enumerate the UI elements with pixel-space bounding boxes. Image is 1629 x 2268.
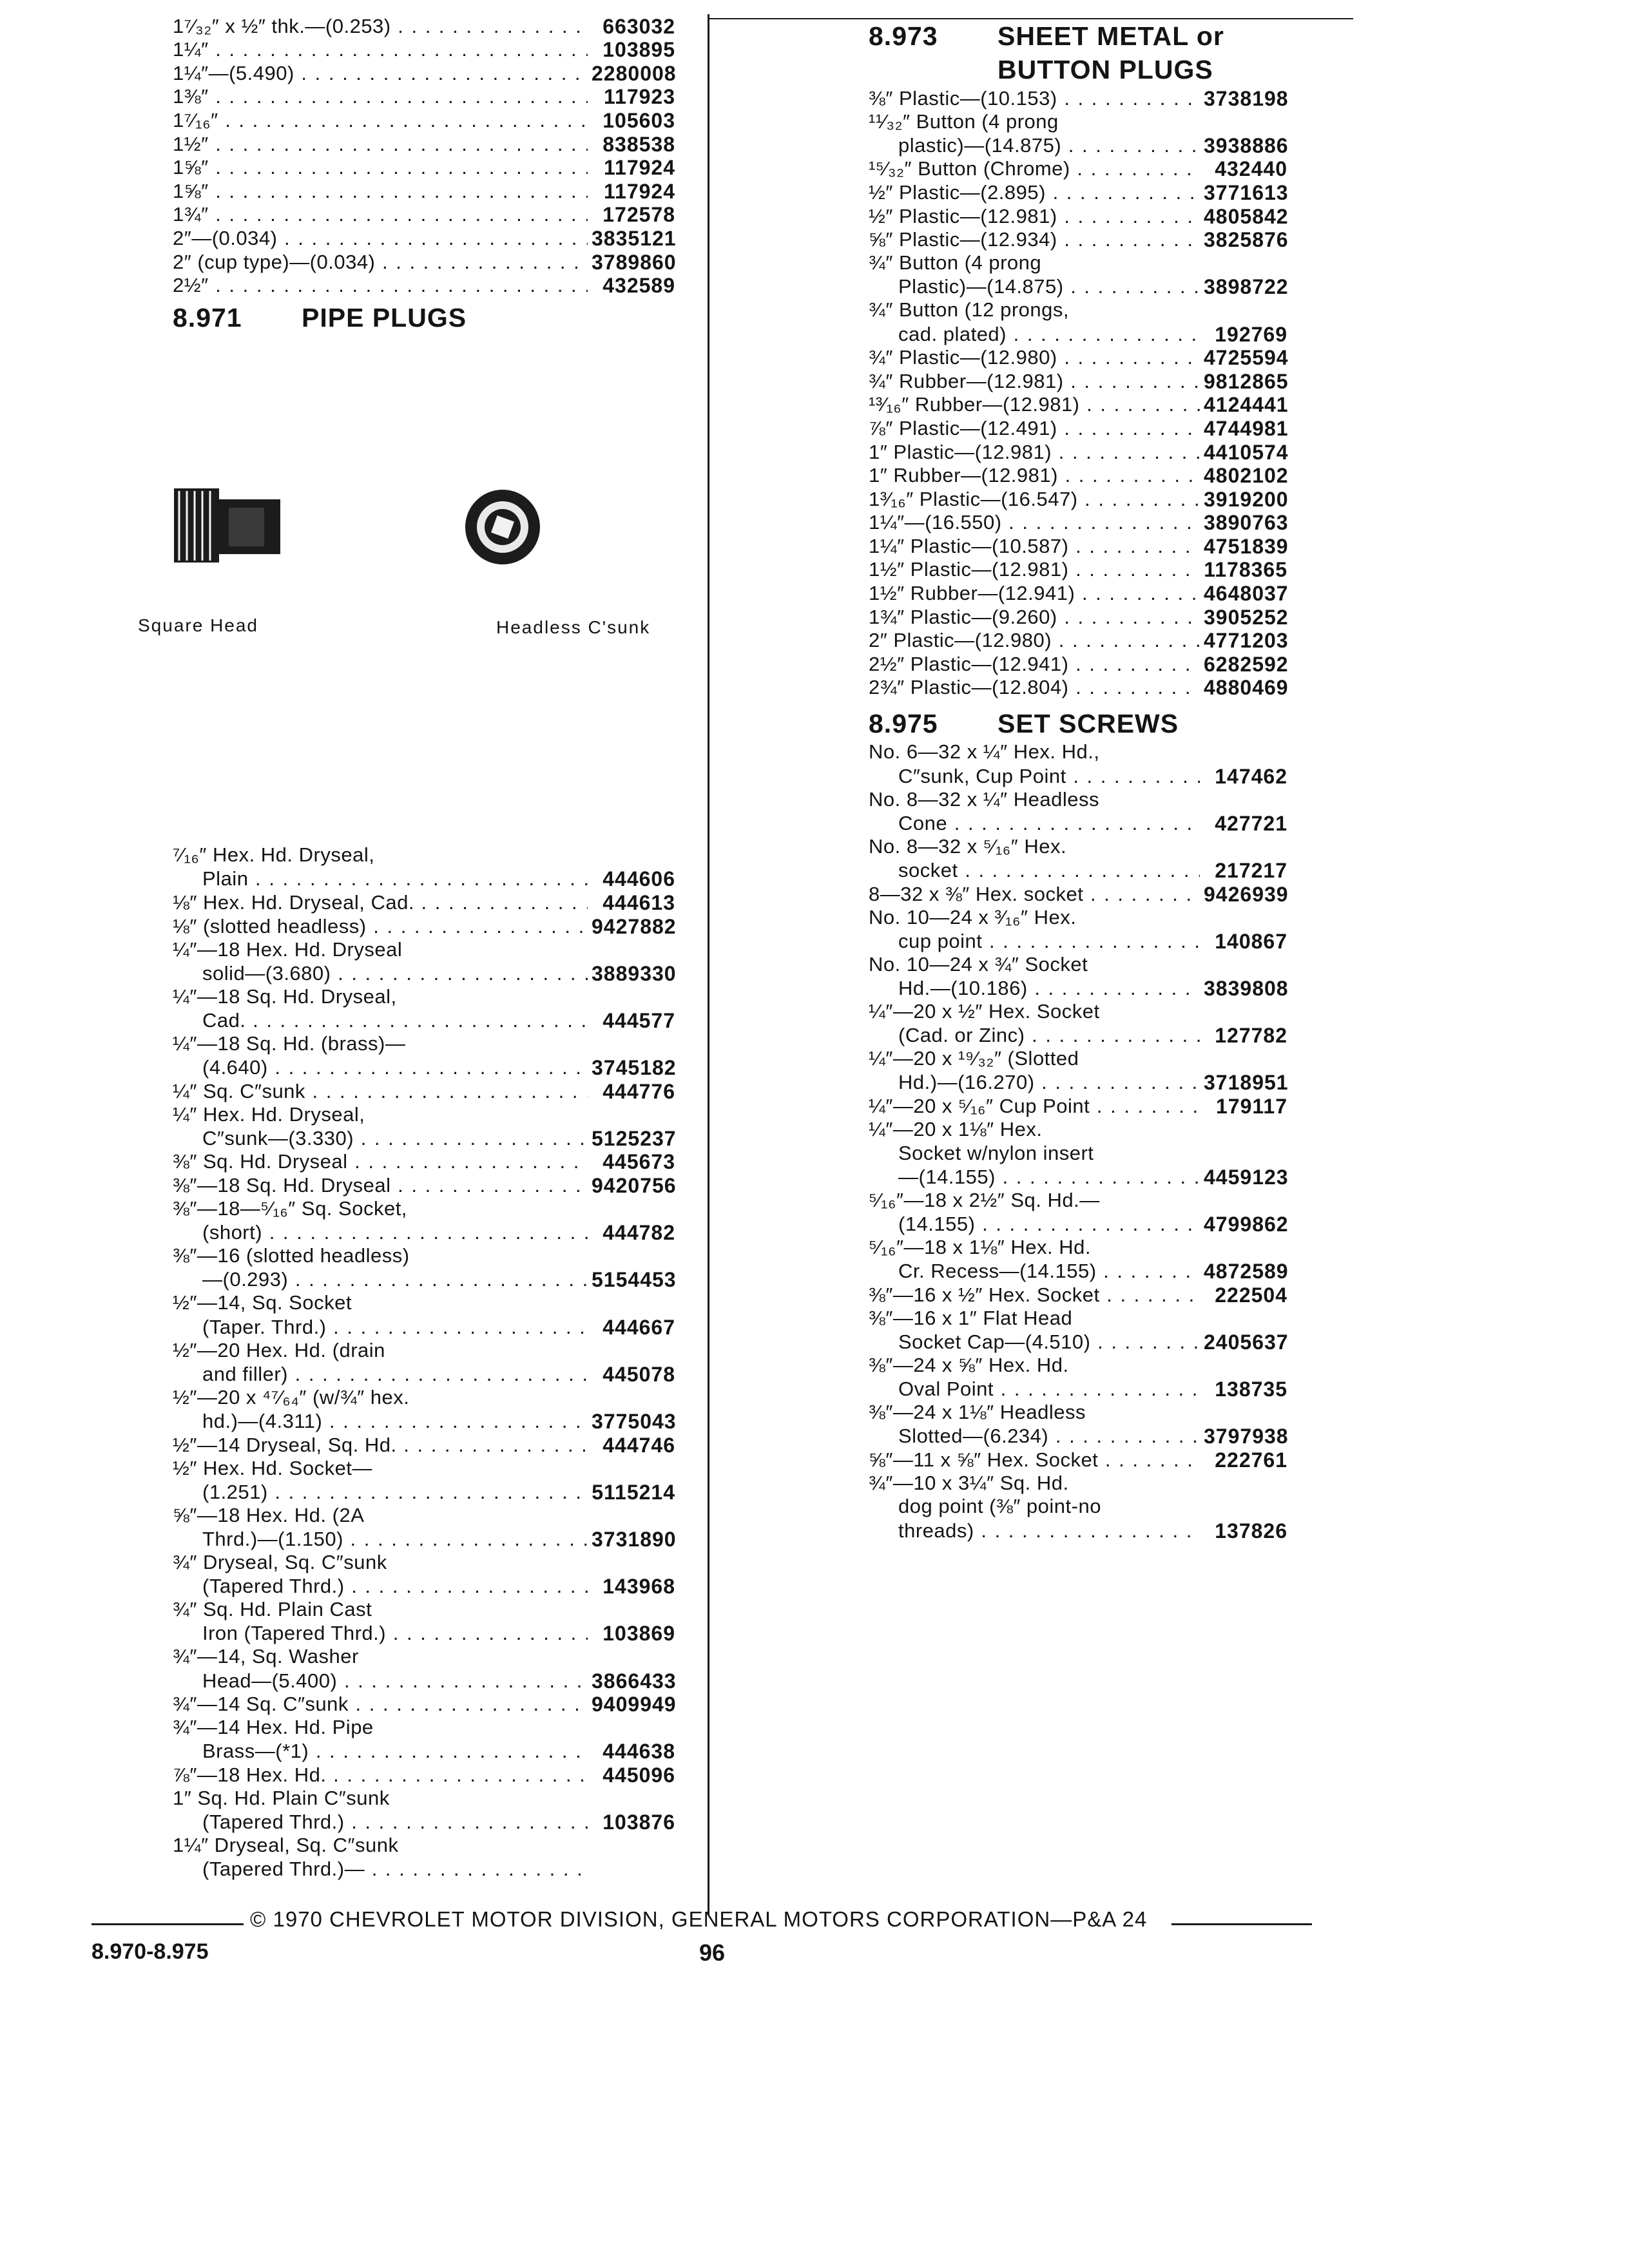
- entry-desc-line: 1″ Sq. Hd. Plain C″sunk: [173, 1786, 390, 1809]
- list-item: [869, 1377, 1287, 1401]
- part-number: 3731890: [592, 1527, 677, 1551]
- entry-desc: 1¾″ . . .: [173, 203, 588, 226]
- entry-desc: Thrd.)—(1.150) . . .: [173, 1528, 588, 1551]
- entry-desc: (Cad. or Zinc) . . .: [869, 1024, 1200, 1047]
- list-item: [173, 1268, 675, 1292]
- entry-desc: Socket Cap—(4.510) . . .: [869, 1331, 1200, 1354]
- section-title-line1: SHEET METAL or: [998, 21, 1224, 51]
- entry-desc-line: ¾″ Dryseal, Sq. C″sunk: [173, 1550, 387, 1573]
- list-item: [869, 764, 1287, 788]
- part-number: 179117: [1215, 1094, 1287, 1118]
- list-item: [869, 1283, 1287, 1307]
- part-number: 137826: [1215, 1519, 1287, 1542]
- entry-desc: and filler) . . .: [173, 1363, 588, 1386]
- list-item: [869, 1425, 1287, 1448]
- part-number: 3866433: [592, 1669, 677, 1693]
- list-item: [869, 464, 1287, 488]
- entry-desc: ⅞″—18 Hex. Hd. . . .: [173, 1763, 588, 1787]
- entry-desc: —(14.155) . . .: [869, 1166, 1200, 1189]
- list-item: [173, 1150, 675, 1174]
- entry-desc: 2½″ Plastic—(12.941) . . .: [869, 653, 1200, 676]
- section-title: PIPE PLUGS: [302, 303, 467, 333]
- entry-desc: ⅜″—18 Sq. Hd. Dryseal . . .: [173, 1174, 588, 1197]
- part-number: 138735: [1215, 1378, 1287, 1401]
- entry-desc-line: ¼″—20 x 1⅛″ Hex.: [869, 1117, 1043, 1140]
- part-number: 4744981: [1204, 416, 1289, 440]
- part-number: 9426939: [1204, 882, 1289, 906]
- list-item: [869, 157, 1287, 181]
- part-number: 3718951: [1204, 1071, 1289, 1095]
- entry-desc: 2″ Plastic—(12.980) . . .: [869, 629, 1200, 652]
- part-number: 444782: [602, 1221, 675, 1245]
- part-number: 3738198: [1204, 86, 1289, 110]
- entry-desc: 1¼″—(16.550) . . .: [869, 511, 1200, 534]
- section-8975-heading: [869, 707, 1287, 740]
- pipe-plugs-continued-list: [173, 14, 675, 297]
- list-item: [869, 180, 1287, 204]
- entry-desc-line: ⅜″—18—⁵⁄₁₆″ Sq. Socket,: [173, 1197, 407, 1220]
- entry-desc: 1¼″ . . .: [173, 38, 588, 61]
- entry-desc-line: No. 6—32 x ¼″ Hex. Hd.,: [869, 740, 1100, 764]
- list-item: [869, 1094, 1287, 1118]
- part-number: 2280008: [592, 61, 677, 85]
- button-plugs-list: [869, 86, 1287, 699]
- part-number: 3835121: [592, 226, 677, 250]
- part-number: 4410574: [1204, 440, 1289, 464]
- list-item: [869, 882, 1287, 906]
- part-number: 5125237: [592, 1126, 677, 1150]
- list-item: [173, 1622, 675, 1646]
- column-divider: [708, 14, 709, 1915]
- list-item: [869, 558, 1287, 582]
- entry-desc-line: ¼″—20 x ¹⁹⁄₃₂″ (Slotted: [869, 1047, 1079, 1070]
- part-number: 444667: [602, 1315, 675, 1339]
- square-head-plug-illustration: [174, 488, 280, 562]
- part-number: 4459123: [1204, 1165, 1289, 1189]
- part-number: 4880469: [1204, 676, 1289, 700]
- left-column: [173, 14, 675, 1881]
- entry-desc: Plastic)—(14.875) . . .: [869, 275, 1200, 298]
- footer-section-range: 8.970-8.975: [92, 1939, 209, 1964]
- list-item: [869, 929, 1287, 953]
- part-number: 103869: [602, 1622, 675, 1646]
- entry-desc: hd.)—(4.311) . . .: [173, 1410, 588, 1433]
- entry-desc-line: ⅜″—24 x 1⅛″ Headless: [869, 1401, 1086, 1424]
- entry-desc: 2″—(0.034) . . .: [173, 227, 588, 250]
- entry-desc: 2½″ . . .: [173, 274, 588, 297]
- part-number: 4725594: [1204, 346, 1289, 370]
- list-item: [173, 1315, 675, 1339]
- part-number: 432589: [602, 274, 675, 298]
- entry-desc-line: ½″—20 Hex. Hd. (drain: [173, 1338, 385, 1361]
- part-number: 445673: [602, 1150, 675, 1174]
- part-number: 444746: [602, 1433, 675, 1457]
- entry-desc: (short) . . .: [173, 1221, 588, 1244]
- entry-desc-line: ¾″ Button (12 prongs,: [869, 298, 1069, 322]
- list-item: [173, 1763, 675, 1787]
- entry-desc-line: Socket w/nylon insert: [898, 1141, 1094, 1164]
- entry-desc: threads) . . .: [869, 1519, 1200, 1542]
- part-number: 3890763: [1204, 511, 1289, 535]
- list-item: [869, 976, 1287, 1000]
- entry-desc-line: No. 8—32 x ⁵⁄₁₆″ Hex.: [869, 834, 1067, 858]
- part-number: 663032: [602, 14, 675, 38]
- entry-desc-line: ¼″—18 Sq. Hd. (brass)—: [173, 1032, 406, 1055]
- list-item: [869, 534, 1287, 558]
- list-item: [173, 914, 675, 938]
- entry-desc-line: ⁵⁄₁₆″—18 x 2½″ Sq. Hd.—: [869, 1188, 1100, 1211]
- list-item: [869, 204, 1287, 228]
- part-number: 4124441: [1204, 393, 1289, 417]
- part-number: 9409949: [592, 1693, 677, 1716]
- entry-desc: Cad. . . .: [173, 1009, 588, 1032]
- entry-desc: ¾″—14 Sq. C″sunk . . .: [173, 1693, 588, 1716]
- list-item: [869, 1071, 1287, 1095]
- list-item: [869, 228, 1287, 252]
- section-number: 8.971: [173, 303, 242, 333]
- entry-desc: Oval Point . . .: [869, 1378, 1200, 1401]
- entry-desc: (1.251) . . .: [173, 1481, 588, 1504]
- part-number: 105603: [602, 108, 675, 132]
- part-number: 4799862: [1204, 1212, 1289, 1236]
- entry-desc: 1⁷⁄₃₂″ x ½″ thk.—(0.253) . . .: [173, 15, 588, 38]
- entry-desc: 1½″ Plastic—(12.981) . . .: [869, 558, 1200, 581]
- part-number: 117924: [603, 156, 675, 180]
- entry-desc-line: ⅝″—18 Hex. Hd. (2A: [173, 1503, 365, 1526]
- part-number: 445096: [602, 1763, 675, 1787]
- square-head-caption: Square Head: [138, 615, 259, 635]
- entry-desc: —(0.293) . . .: [173, 1268, 588, 1291]
- headless-csunk-caption: Headless C'sunk: [496, 617, 651, 637]
- entry-desc: (Tapered Thrd.) . . .: [173, 1811, 588, 1834]
- part-number: 9427882: [592, 914, 677, 938]
- entry-desc: 1″ Rubber—(12.981) . . .: [869, 464, 1200, 487]
- entry-desc-line: ¾″ Sq. Hd. Plain Cast: [173, 1598, 372, 1621]
- list-item: [173, 1173, 675, 1197]
- list-item: [173, 108, 675, 132]
- part-number: 4648037: [1204, 582, 1289, 606]
- entry-desc: solid—(3.680) . . .: [173, 962, 588, 985]
- list-item: [869, 369, 1287, 393]
- section-number: 8.975: [869, 709, 938, 739]
- entry-desc-line: ⅜″—16 x 1″ Flat Head: [869, 1306, 1073, 1329]
- entry-desc: 1⁷⁄₁₆″ . . .: [173, 109, 588, 132]
- entry-desc-line: ¾″—14 Hex. Hd. Pipe: [173, 1716, 374, 1739]
- list-item: [173, 226, 675, 250]
- entry-desc-line: ⁷⁄₁₆″ Hex. Hd. Dryseal,: [173, 843, 375, 867]
- entry-desc: ⅜″ Sq. Hd. Dryseal . . .: [173, 1150, 588, 1173]
- list-item: [869, 86, 1287, 110]
- entry-desc: C″sunk—(3.330) . . .: [173, 1127, 588, 1150]
- list-item: [869, 393, 1287, 417]
- part-number: 444638: [602, 1740, 675, 1763]
- list-item: [173, 1810, 675, 1834]
- entry-desc-line: ¾″—10 x 3¼″ Sq. Hd.: [869, 1471, 1069, 1494]
- entry-desc: 1½″ Rubber—(12.941) . . .: [869, 582, 1200, 605]
- set-screws-list: [869, 740, 1287, 1542]
- part-number: 444613: [602, 890, 675, 914]
- list-item: [869, 133, 1287, 157]
- entry-desc: 2¾″ Plastic—(12.804) . . .: [869, 676, 1200, 699]
- entry-desc: 1¼″ Plastic—(10.587) . . .: [869, 535, 1200, 558]
- list-item: [173, 85, 675, 109]
- entry-desc: C″sunk, Cup Point . . .: [869, 765, 1200, 788]
- entry-desc: ⅛″ Hex. Hd. Dryseal, Cad. . . .: [173, 891, 588, 914]
- list-item: [869, 1519, 1287, 1542]
- entry-desc-line: ⅜″—24 x ⅝″ Hex. Hd.: [869, 1353, 1069, 1376]
- entry-desc: cad. plated) . . .: [869, 323, 1200, 346]
- list-item: [173, 1575, 675, 1599]
- entry-desc: ⅞″ Plastic—(12.491) . . .: [869, 417, 1200, 440]
- list-item: [173, 1433, 675, 1457]
- entry-desc: ½″ Plastic—(12.981) . . .: [869, 205, 1200, 228]
- page-number: 96: [699, 1939, 726, 1966]
- list-item: [869, 652, 1287, 676]
- footer-rule-left: [92, 1923, 244, 1925]
- list-item: [869, 1448, 1287, 1472]
- list-item: [173, 250, 675, 274]
- list-item: [173, 1055, 675, 1079]
- entry-desc: (4.640) . . .: [173, 1056, 588, 1079]
- entry-desc: 1″ Plastic—(12.981) . . .: [869, 441, 1200, 464]
- entry-desc: Head—(5.400) . . .: [173, 1669, 588, 1693]
- part-number: 127782: [1215, 1024, 1287, 1048]
- part-number: 143968: [602, 1575, 675, 1599]
- part-number: 4872589: [1204, 1260, 1289, 1283]
- list-item: [173, 1008, 675, 1032]
- list-item: [869, 1260, 1287, 1283]
- part-number: 4805842: [1204, 204, 1289, 228]
- entry-desc: cup point . . .: [869, 930, 1200, 953]
- list-item: [173, 1669, 675, 1693]
- section-title: SET SCREWS: [998, 709, 1179, 739]
- part-number: 147462: [1215, 764, 1287, 788]
- part-number: 432440: [1215, 157, 1287, 181]
- entry-desc-line: No. 8—32 x ¼″ Headless: [869, 787, 1099, 811]
- entry-desc: 1¾″ Plastic—(9.260) . . .: [869, 606, 1200, 629]
- list-item: [869, 811, 1287, 835]
- list-item: [173, 1858, 675, 1881]
- list-item: [173, 274, 675, 298]
- entry-desc-line: ¾″ Button (4 prong: [869, 251, 1042, 274]
- entry-desc: ¾″ Rubber—(12.981) . . .: [869, 370, 1200, 393]
- list-item: [173, 1362, 675, 1386]
- part-number: 3839808: [1204, 976, 1289, 1000]
- list-item: [869, 487, 1287, 511]
- list-item: [173, 38, 675, 62]
- part-number: 222761: [1215, 1448, 1287, 1472]
- entry-desc: ¹⁵⁄₃₂″ Button (Chrome) . . .: [869, 157, 1200, 180]
- entry-desc-line: ½″—20 x ⁴⁷⁄₆₄″ (w/¾″ hex.: [173, 1385, 410, 1408]
- entry-desc: 1½″ . . .: [173, 133, 588, 156]
- list-item: [173, 1126, 675, 1150]
- list-item: [869, 629, 1287, 653]
- entry-desc: ½″—14 Dryseal, Sq. Hd. . . .: [173, 1434, 588, 1457]
- list-item: [869, 1024, 1287, 1048]
- part-number: 3771613: [1204, 180, 1289, 204]
- list-item: [173, 867, 675, 891]
- list-item: [173, 1079, 675, 1103]
- list-item: [869, 1330, 1287, 1354]
- footer-rule-right: [1171, 1923, 1312, 1925]
- entry-desc: 1⅝″ . . .: [173, 156, 588, 179]
- entry-desc: ⅝″—11 x ⅝″ Hex. Socket . . .: [869, 1448, 1200, 1472]
- entry-desc-line: 1¼″ Dryseal, Sq. C″sunk: [173, 1834, 399, 1857]
- list-item: [173, 1480, 675, 1504]
- section-8973-heading: [869, 19, 1287, 53]
- footer-copyright: © 1970 CHEVROLET MOTOR DIVISION, GENERAL MOTORS CORPORATION—P&A 24: [250, 1907, 1148, 1931]
- entry-desc: ¹³⁄₁₆″ Rubber—(12.981) . . .: [869, 393, 1200, 416]
- part-number: 3889330: [592, 961, 677, 985]
- part-number: 3825876: [1204, 228, 1289, 252]
- entry-desc-line: ½″—14, Sq. Socket: [173, 1291, 352, 1314]
- section-title-line2: BUTTON PLUGS: [998, 55, 1213, 84]
- entry-desc: ⅛″ (slotted headless) . . .: [173, 915, 588, 938]
- list-item: [173, 1693, 675, 1716]
- entry-desc-line: ¼″—18 Hex. Hd. Dryseal: [173, 937, 403, 961]
- part-number: 5154453: [592, 1268, 677, 1292]
- entry-desc: socket . . .: [869, 859, 1200, 882]
- section-8971-heading: [173, 301, 675, 334]
- entry-desc: Plain . . .: [173, 867, 588, 890]
- part-number: 427721: [1215, 811, 1287, 835]
- part-number: 3919200: [1204, 487, 1289, 511]
- list-item: [869, 416, 1287, 440]
- entry-desc-line: ½″ Hex. Hd. Socket—: [173, 1456, 372, 1479]
- entry-desc: ¼″ Sq. C″sunk . . .: [173, 1080, 588, 1103]
- entry-desc: ½″ Plastic—(2.895) . . .: [869, 181, 1200, 204]
- part-number: 444606: [602, 867, 675, 891]
- part-number: 2405637: [1204, 1330, 1289, 1354]
- part-number: 3775043: [592, 1409, 677, 1433]
- list-item: [869, 1212, 1287, 1236]
- part-number: 217217: [1215, 859, 1287, 882]
- part-number: 103876: [602, 1811, 675, 1834]
- part-number: 3789860: [592, 250, 677, 274]
- part-number: 140867: [1215, 929, 1287, 953]
- entry-desc: ¼″—20 x ⁵⁄₁₆″ Cup Point . . .: [869, 1095, 1200, 1118]
- entry-desc: Hd.)—(16.270) . . .: [869, 1071, 1200, 1094]
- list-item: [173, 1527, 675, 1551]
- list-item: [173, 179, 675, 203]
- pipe-plugs-list: [173, 843, 675, 1881]
- list-item: [869, 511, 1287, 535]
- part-number: 3797938: [1204, 1425, 1289, 1448]
- entry-desc: (Taper. Thrd.) . . .: [173, 1316, 588, 1339]
- part-number: 838538: [602, 132, 675, 156]
- entry-desc: ⅜″—16 x ½″ Hex. Socket . . .: [869, 1283, 1200, 1307]
- part-number: 6282592: [1204, 652, 1289, 676]
- entry-desc-line: ⁵⁄₁₆″—18 x 1⅛″ Hex. Hd.: [869, 1235, 1091, 1258]
- entry-desc-line: No. 10—24 x ¾″ Socket: [869, 952, 1088, 975]
- entry-desc: 2″ (cup type)—(0.034) . . .: [173, 251, 588, 274]
- entry-desc: Slotted—(6.234) . . .: [869, 1425, 1200, 1448]
- section-number: 8.973: [869, 21, 938, 51]
- part-number: 3938886: [1204, 133, 1289, 157]
- part-number: 192769: [1215, 322, 1287, 346]
- part-number: 4751839: [1204, 534, 1289, 558]
- list-item: [173, 61, 675, 85]
- list-item: [173, 156, 675, 180]
- entry-desc-line: No. 10—24 x ³⁄₁₆″ Hex.: [869, 905, 1077, 928]
- part-number: 4771203: [1204, 629, 1289, 653]
- entry-desc: Cone . . .: [869, 812, 1200, 835]
- part-number: 9420756: [592, 1174, 677, 1198]
- entry-desc-line: ¼″—18 Sq. Hd. Dryseal,: [173, 985, 397, 1008]
- entry-desc: 1¼″—(5.490) . . .: [173, 62, 588, 85]
- list-item: [869, 858, 1287, 882]
- right-column: [869, 19, 1287, 1542]
- list-item: [173, 890, 675, 914]
- list-item: [869, 322, 1287, 346]
- entry-desc-line: dog point (⅜″ point-no: [898, 1495, 1101, 1518]
- part-number: 1178365: [1204, 558, 1287, 582]
- part-number: 9812865: [1204, 369, 1289, 393]
- entry-desc: Brass—(*1) . . .: [173, 1740, 588, 1763]
- part-number: 222504: [1215, 1283, 1287, 1307]
- part-number: 117923: [603, 85, 675, 109]
- entry-desc: (Tapered Thrd.)— . . .: [173, 1858, 588, 1881]
- list-item: [869, 1165, 1287, 1189]
- part-number: 3898722: [1204, 275, 1289, 299]
- list-item: [173, 1221, 675, 1245]
- entry-desc: Hd.—(10.186) . . .: [869, 977, 1200, 1000]
- part-number: 5115214: [592, 1480, 675, 1504]
- entry-desc: Iron (Tapered Thrd.) . . .: [173, 1622, 588, 1645]
- entry-desc: ⅜″ Plastic—(10.153) . . .: [869, 87, 1200, 110]
- entry-desc-line: ¾″—14, Sq. Washer: [173, 1645, 359, 1668]
- list-item: [173, 961, 675, 985]
- list-item: [869, 275, 1287, 299]
- part-number: 445078: [602, 1362, 675, 1386]
- part-number: 444577: [602, 1008, 675, 1032]
- list-item: [173, 203, 675, 227]
- list-item: [173, 132, 675, 156]
- entry-desc: 1⅜″ . . .: [173, 85, 588, 108]
- entry-desc: ¾″ Plastic—(12.980) . . .: [869, 346, 1200, 369]
- entry-desc: ⅝″ Plastic—(12.934) . . .: [869, 228, 1200, 251]
- part-number: 3905252: [1204, 605, 1289, 629]
- entry-desc: (14.155) . . .: [869, 1213, 1200, 1236]
- list-item: [869, 440, 1287, 464]
- part-number: 4802102: [1204, 464, 1289, 488]
- entry-desc: 1⅝″ . . .: [173, 180, 588, 203]
- part-number: 444776: [602, 1079, 675, 1103]
- entry-desc: Cr. Recess—(14.155) . . .: [869, 1260, 1200, 1283]
- entry-desc-line: ⅜″—16 (slotted headless): [173, 1244, 410, 1267]
- entry-desc-line: ¹¹⁄₃₂″ Button (4 prong: [869, 110, 1059, 133]
- part-number: 117924: [603, 179, 675, 203]
- entry-desc-line: ¼″ Hex. Hd. Dryseal,: [173, 1102, 365, 1126]
- list-item: [869, 346, 1287, 370]
- entry-desc: (Tapered Thrd.) . . .: [173, 1575, 588, 1598]
- part-number: 103895: [602, 38, 675, 62]
- list-item: [173, 1740, 675, 1763]
- entry-desc: 8—32 x ⅜″ Hex. socket . . .: [869, 883, 1200, 906]
- entry-desc: 1³⁄₁₆″ Plastic—(16.547) . . .: [869, 488, 1200, 511]
- list-item: [869, 605, 1287, 629]
- part-number: 3745182: [592, 1056, 677, 1080]
- list-item: [173, 1409, 675, 1433]
- list-item: [869, 676, 1287, 700]
- entry-desc: plastic)—(14.875) . . .: [869, 134, 1200, 157]
- list-item: [869, 581, 1287, 605]
- list-item: [173, 14, 675, 38]
- entry-desc-line: ¼″—20 x ½″ Hex. Socket: [869, 999, 1100, 1023]
- headless-csunk-plug-illustration: [465, 490, 540, 564]
- part-number: 172578: [602, 203, 675, 227]
